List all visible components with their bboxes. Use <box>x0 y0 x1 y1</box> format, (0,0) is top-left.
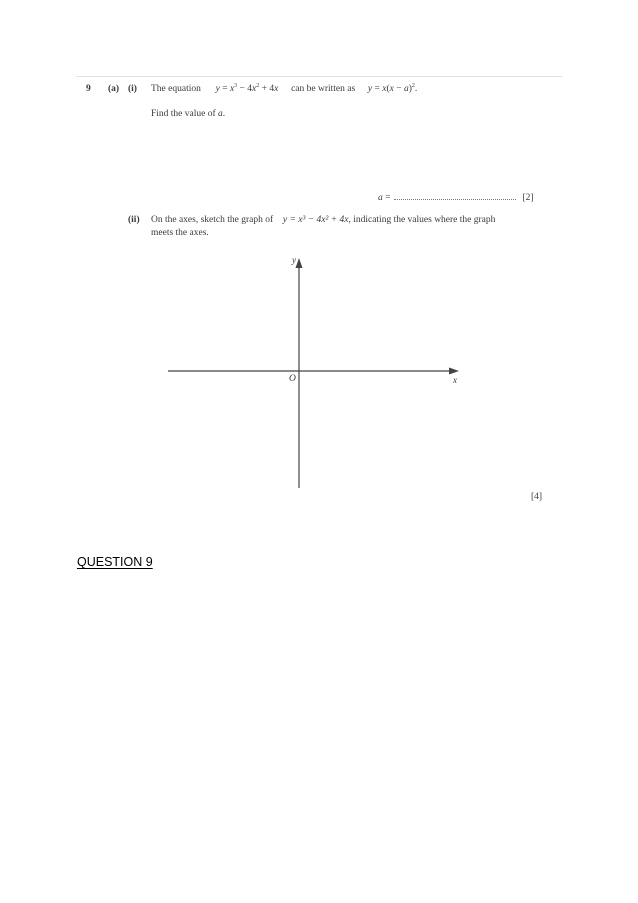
x-axis-arrow-icon <box>449 368 459 375</box>
question-footer-label: QUESTION 9 <box>77 555 153 569</box>
line1-prefix: The equation <box>151 84 201 94</box>
question-number: 9 <box>86 84 91 94</box>
origin-label: O <box>289 374 296 384</box>
x-axis-label: x <box>453 375 457 385</box>
equation-2: $y = x(x - a)^2$. <box>367 83 418 94</box>
mark-i: [2] <box>522 193 534 203</box>
mark-ii: [4] <box>531 492 543 502</box>
sketch-instruction-line1: On the axes, sketch the graph of y = x³ − 4x² + 4x, indicating the values where the graph <box>151 215 496 225</box>
line1-mid: can be written as <box>291 84 356 94</box>
equation-1: $y = x^3 - 4x^2 + 4x$ <box>215 83 279 94</box>
y-axis-label: y <box>292 255 296 265</box>
part-a-label: (a) <box>108 84 120 94</box>
sketch-instruction-line2: meets the axes. <box>151 228 209 238</box>
sub-ii-label: (ii) <box>128 215 140 225</box>
find-instruction: Find the value of a. <box>151 109 226 119</box>
answer-line: a = [2] <box>378 193 534 203</box>
sub-i-label: (i) <box>128 84 137 94</box>
y-axis-arrow-icon <box>296 258 303 268</box>
sketch-equation: y = x³ − 4x² + 4x <box>282 215 349 225</box>
